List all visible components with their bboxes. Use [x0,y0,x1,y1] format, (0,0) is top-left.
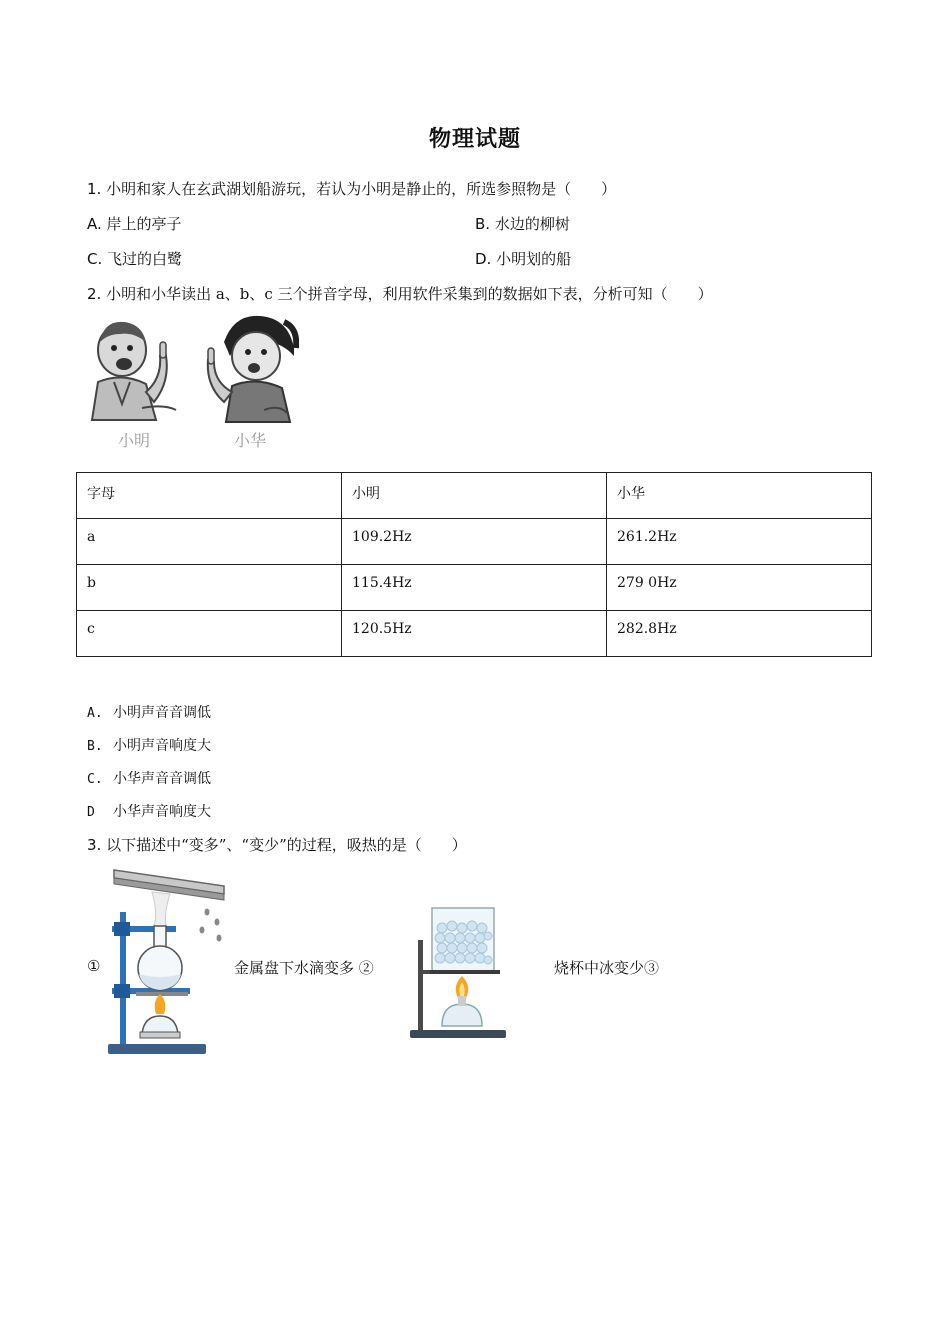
q1-option-d [475,248,571,269]
q1-option-b [475,213,570,234]
table-row [77,565,872,611]
option-text: 小明声音响度大 [113,738,211,754]
table-header-cell: 字母 [77,473,342,519]
table-cell: 115.4Hz [342,565,607,611]
alcohol-burner [442,1004,482,1026]
question-number: 3. [87,836,102,854]
beaker-ice-figure [406,904,512,1042]
table-row [77,519,872,565]
question-text: 小明和小华读出 a、b、c 三个拼音字母，利用软件采集到的数据如下表，分析可知（ ） [106,285,713,303]
q2-option-b [87,735,211,755]
item-1-mark: ① [87,957,101,975]
option-letter: B. [87,739,103,754]
item-1-text: 金属盘下水滴变多 ② [234,959,374,977]
table-header-cell: 小明 [342,473,607,519]
page-title: 物理试题 [428,127,521,152]
question-text: 以下描述中“变多”、“变少”的过程，吸热的是（ ） [106,836,467,854]
table-cell: 279 0Hz [607,565,872,611]
option-text: 小华声音响度大 [113,804,211,820]
q2-option-d [87,801,211,821]
table-header-row [77,473,872,519]
q1-option-c [87,248,182,269]
xiaoming-caption: 小明 [118,431,151,450]
option-letter: A. [87,706,103,721]
table-cell: c [77,611,342,657]
option-text: 小明划的船 [496,250,572,268]
option-letter: B. [475,215,491,233]
flame-icon [155,994,166,1014]
xiaohua-illustration [208,316,296,422]
xiaoming-illustration [92,322,176,420]
stand-rod [418,940,423,1038]
option-text: 岸上的亭子 [106,215,182,233]
q1-option-a [87,213,182,234]
table-cell: b [77,565,342,611]
option-text: 飞过的白鹭 [107,250,183,268]
option-letter: D [87,805,95,820]
option-text: 小华声音音调低 [113,771,211,787]
stand-base [410,1030,506,1038]
speakers-figure [84,312,299,454]
q2-option-a [87,702,211,722]
question-number: 2. [87,285,102,303]
xiaohua-caption: 小华 [234,431,267,450]
table-header-cell: 小华 [607,473,872,519]
option-letter: D. [475,250,492,268]
flask-apparatus-figure [106,864,230,1056]
table-cell: 120.5Hz [342,611,607,657]
item-2-text: 烧杯中冰变少③ [554,959,660,977]
table-row [77,611,872,657]
question-text: 小明和家人在玄武湖划船游玩，若认为小明是静止的，所选参照物是（ ） [106,180,617,198]
frequency-table [76,472,872,657]
option-letter: C. [87,250,103,268]
alcohol-burner [142,1016,178,1034]
question-number: 1. [87,180,102,198]
option-text: 水边的柳树 [494,215,570,233]
option-letter: C. [87,772,103,787]
stand-base [108,1044,206,1054]
option-text: 小明声音音调低 [113,705,211,721]
table-cell: 109.2Hz [342,519,607,565]
table-cell: 282.8Hz [607,611,872,657]
q2-option-c [87,768,211,788]
table-cell: a [77,519,342,565]
question-3 [87,834,467,855]
table-cell: 261.2Hz [607,519,872,565]
question-1 [87,178,616,199]
question-2 [87,283,713,304]
option-letter: A. [87,215,102,233]
